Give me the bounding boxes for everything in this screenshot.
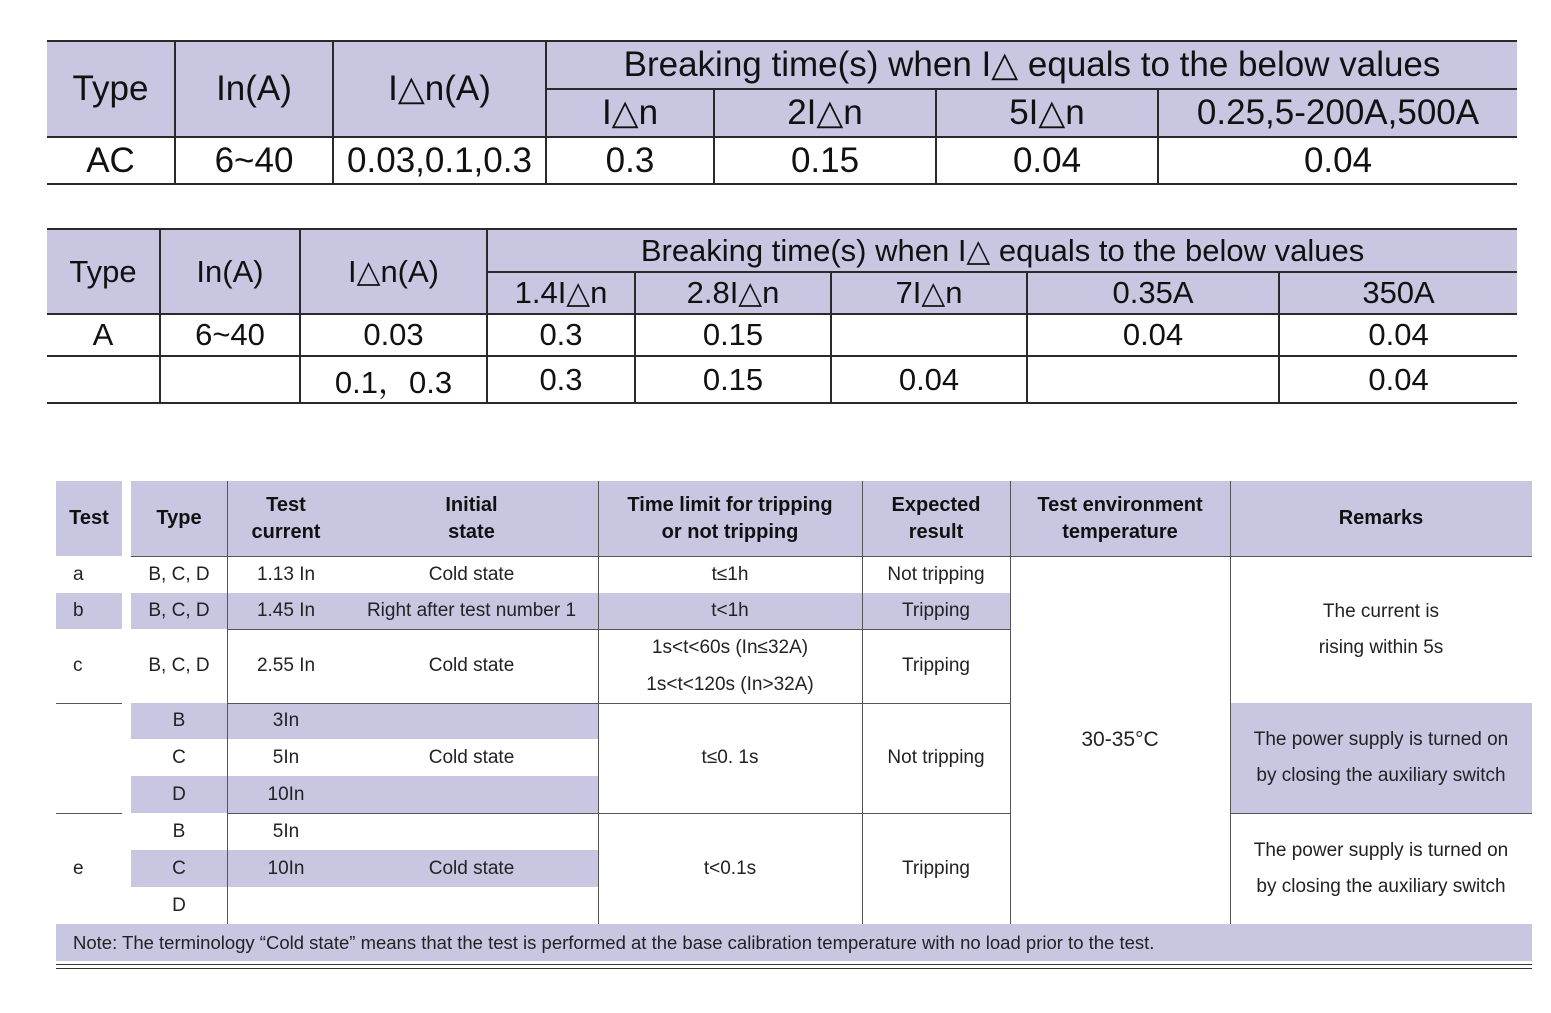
cell-t4 bbox=[1027, 356, 1279, 403]
expected-result-cell: Tripping bbox=[902, 655, 970, 676]
temperature-cell: 30-35°C bbox=[1081, 728, 1159, 751]
current-cell: 1.45 In bbox=[256, 600, 316, 621]
header-idn: I△n(A) bbox=[333, 41, 546, 137]
type-cell: B, C, D bbox=[148, 563, 210, 585]
cell-idn: 0.1，0.3 bbox=[300, 356, 487, 403]
cell-t1: 0.3 bbox=[487, 314, 635, 356]
time-limit-cell: 1s<t<120s (In>32A) bbox=[646, 673, 814, 695]
time-limit-cell: t<1h bbox=[711, 600, 749, 621]
subheader-idn: I△n bbox=[546, 89, 714, 137]
breaking-time-table-a bbox=[47, 228, 1517, 404]
header-type: Type bbox=[47, 41, 175, 137]
subheader-5idn: 5I△n bbox=[936, 89, 1158, 137]
type-cell: B, C, D bbox=[148, 600, 210, 621]
cell-t2: 0.15 bbox=[714, 137, 936, 184]
initial-state-cell: Cold state bbox=[428, 857, 515, 879]
remark-auxiliary-switch: The power supply is turned on by closing the auxiliary switch bbox=[1253, 839, 1509, 897]
cell-t5: 0.04 bbox=[1279, 314, 1517, 356]
header-time-limit: Time limit for tripping or not tripping bbox=[627, 493, 833, 543]
expected-result-cell: Not tripping bbox=[887, 747, 985, 768]
header-initial-state: Initial state bbox=[445, 493, 498, 543]
cell-in: 6~40 bbox=[175, 137, 333, 184]
test-label-b: b bbox=[73, 600, 84, 621]
cell-type bbox=[47, 356, 160, 403]
cell-t2: 0.15 bbox=[635, 314, 831, 356]
header-breaking-time: Breaking time(s) when I△ equals to the below values bbox=[546, 41, 1517, 89]
subheader-2idn: 2I△n bbox=[714, 89, 936, 137]
cell-in: 6~40 bbox=[160, 314, 300, 356]
cell-idn: 0.03 bbox=[300, 314, 487, 356]
remark-current-rising: The current is rising within 5s bbox=[1318, 600, 1444, 658]
initial-state-cell: Right after test number 1 bbox=[366, 600, 577, 621]
type-cell: B, C, D bbox=[148, 655, 210, 676]
expected-result-cell: Tripping bbox=[902, 600, 970, 621]
type-cell: C bbox=[172, 857, 186, 879]
cell-t3 bbox=[831, 314, 1027, 356]
subheader-7idn: 7I△n bbox=[831, 272, 1027, 314]
test-label-c: c bbox=[73, 655, 83, 676]
cell-type: A bbox=[47, 314, 160, 356]
current-cell: 3In bbox=[272, 710, 300, 731]
cell-t1: 0.3 bbox=[546, 137, 714, 184]
expected-result-cell: Tripping bbox=[902, 857, 970, 879]
cell-t3: 0.04 bbox=[936, 137, 1158, 184]
current-cell: 5In bbox=[272, 746, 300, 768]
cell-t4: 0.04 bbox=[1158, 137, 1517, 184]
header-idn: I△n(A) bbox=[300, 229, 487, 314]
cell-in bbox=[160, 356, 300, 403]
header-breaking-time: Breaking time(s) when I△ equals to the below values bbox=[487, 229, 1517, 272]
type-cell: B bbox=[172, 710, 186, 731]
cell-idn: 0.03,0.1,0.3 bbox=[333, 137, 546, 184]
time-limit-cell: t<0.1s bbox=[703, 857, 757, 879]
current-cell: 10In bbox=[267, 857, 305, 879]
table-note: Note: The terminology “Cold state” means that the test is performed at the base calibration temperature with no load prior to the test. bbox=[73, 931, 1155, 953]
header-type: Type bbox=[47, 229, 160, 314]
cell-t3: 0.04 bbox=[831, 356, 1027, 403]
type-cell: C bbox=[172, 746, 186, 768]
header-in: In(A) bbox=[175, 41, 333, 137]
cell-t1: 0.3 bbox=[487, 356, 635, 403]
time-limit-cell: t≤1h bbox=[711, 563, 749, 585]
header-in: In(A) bbox=[160, 229, 300, 314]
current-cell: 5In bbox=[272, 820, 300, 842]
type-cell: D bbox=[172, 783, 186, 805]
time-limit-cell: t≤0. 1s bbox=[701, 747, 759, 768]
cell-type: AC bbox=[47, 137, 175, 184]
time-limit-cell: 1s<t<60s (In≤32A) bbox=[651, 636, 809, 658]
subheader-350a: 350A bbox=[1279, 272, 1517, 314]
current-cell: 10In bbox=[267, 783, 305, 805]
trip-test-table bbox=[56, 481, 1532, 971]
expected-result-cell: Not tripping bbox=[887, 563, 985, 585]
test-label-e: e bbox=[73, 857, 84, 879]
remark-auxiliary-switch: The power supply is turned on by closing the auxiliary switch bbox=[1253, 729, 1509, 786]
test-label-a: a bbox=[73, 563, 84, 585]
subheader-2-8idn: 2.8I△n bbox=[635, 272, 831, 314]
header-expected-result: Expected result bbox=[891, 493, 981, 543]
breaking-time-table-ac bbox=[47, 40, 1517, 185]
subheader-range: 0.25,5-200A,500A bbox=[1158, 89, 1517, 137]
initial-state-cell: Cold state bbox=[428, 655, 515, 676]
header-test: Test bbox=[69, 507, 109, 529]
current-cell: 2.55 In bbox=[256, 655, 316, 676]
header-test-current: Test current bbox=[251, 493, 321, 543]
header-remarks: Remarks bbox=[1338, 507, 1424, 529]
subheader-1-4idn: 1.4I△n bbox=[487, 272, 635, 314]
subheader-0-35a: 0.35A bbox=[1027, 272, 1279, 314]
type-cell: D bbox=[172, 894, 186, 916]
cell-t2: 0.15 bbox=[635, 356, 831, 403]
type-cell: B bbox=[172, 820, 186, 842]
current-cell: 1.13 In bbox=[256, 563, 316, 585]
header-type: Type bbox=[156, 507, 202, 529]
cell-t4: 0.04 bbox=[1027, 314, 1279, 356]
cell-t5: 0.04 bbox=[1279, 356, 1517, 403]
header-environment-temperature: Test environment temperature bbox=[1037, 493, 1203, 543]
initial-state-cell: Cold state bbox=[428, 746, 515, 768]
initial-state-cell: Cold state bbox=[428, 563, 515, 585]
